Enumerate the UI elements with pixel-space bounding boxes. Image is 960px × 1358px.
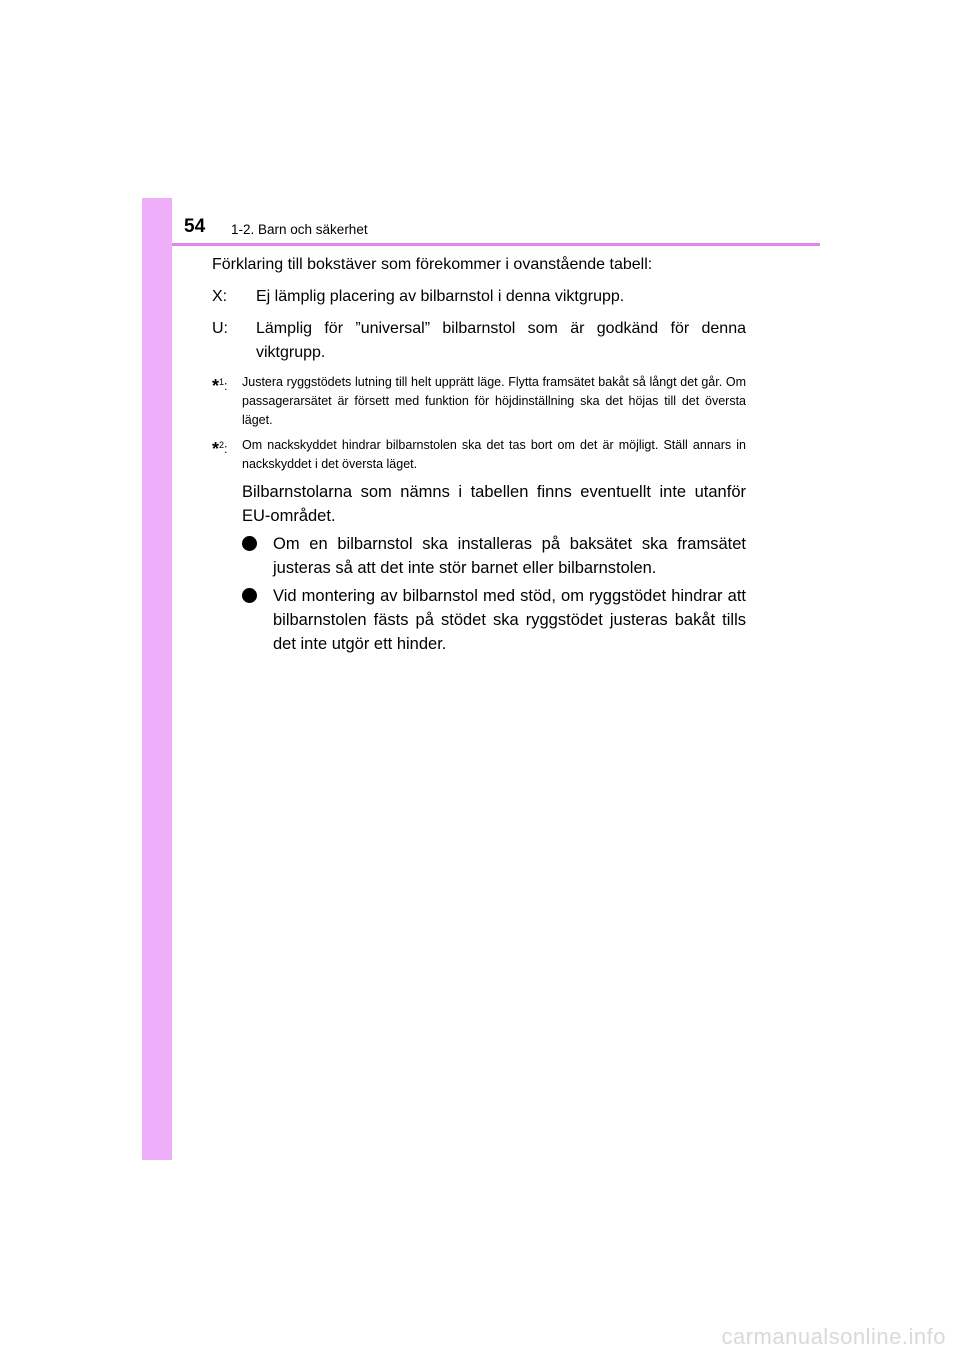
page-number: 54 (184, 216, 206, 237)
section-title: 1-2. Barn och säkerhet (231, 222, 368, 237)
legend-text: Ej lämplig placering av bilbarnstol i denna viktgrupp. (256, 288, 625, 305)
footnote-marker (212, 436, 228, 459)
bullet-item-2 (242, 584, 746, 656)
footnote-text: Justera ryggstödets lutning till helt upprätt läge. Flytta framsätet bakåt så långt det går. Om passagerarsätet är försett med funktion för höjdinställning ska det höjas till det översta läget. (242, 375, 746, 427)
footnote-text: Om nackskyddet hindrar bilbarnstolen ska det tas bort om det är möjligt. Ställ annars in nackskyddet i det översta läget. (242, 438, 746, 471)
footnote-colon: : (224, 379, 228, 393)
legend-key: U: (212, 320, 228, 337)
header-divider (172, 243, 820, 246)
bullet-text: Vid montering av bilbarnstol med stöd, om ryggstödet hindrar att bilbarnstolen fästs på stödet ska ryggstödet justeras bakåt tills det inte utgör ett hinder. (273, 587, 746, 653)
footnote-star: * (212, 376, 220, 396)
footnote-number: 2 (219, 440, 225, 450)
bullet-text: Om en bilbarnstol ska installeras på baksätet ska framsätet justeras så att det inte stör barnet eller bilbarnstolen. (273, 535, 746, 577)
page-content (212, 253, 746, 660)
legend-key: X: (212, 288, 228, 305)
legend-intro: Förklaring till bokstäver som förekommer i ovanstående tabell: (212, 256, 653, 273)
footnote-2 (212, 436, 746, 474)
legend-text: Lämplig för ”universal” bilbarnstol som är godkänd för denna viktgrupp. (256, 320, 746, 361)
footnote-colon: : (224, 442, 228, 456)
eu-availability-paragraph: Bilbarnstolarna som nämns i tabellen finns eventuellt inte utanför EU-området. (242, 483, 746, 525)
footnote-1 (212, 373, 746, 430)
chapter-sidebar-tab (142, 198, 172, 1160)
site-watermark: carmanualsonline.info (721, 1324, 946, 1349)
bullet-dot-icon (242, 588, 257, 603)
bullet-item-1 (242, 532, 746, 580)
legend-item-x (212, 285, 746, 309)
legend-item-u (212, 317, 746, 365)
footnote-marker (212, 373, 228, 396)
footnote-star: * (212, 439, 220, 459)
bullet-dot-icon (242, 536, 257, 551)
footnote-number: 1 (219, 377, 225, 387)
